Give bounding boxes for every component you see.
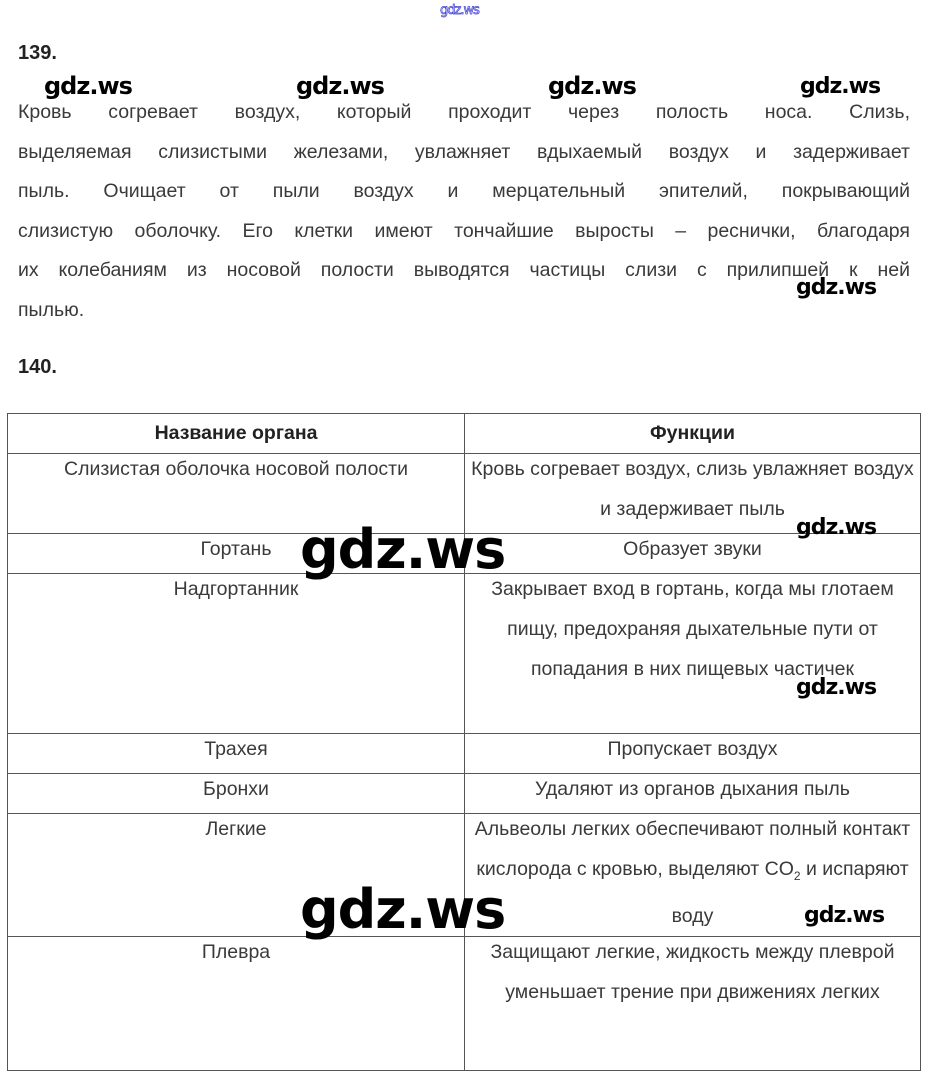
organ-cell: Надгортанник	[8, 574, 465, 734]
organ-cell: Плевра	[8, 936, 465, 1070]
function-text: Удаляют из органов дыхания пыль	[535, 778, 850, 800]
organ-cell: Слизистая оболочка носовой полости	[8, 454, 465, 534]
paragraph-line: пыль. Очищает от пыли воздух и мерцательный эпителий, покрывающий	[18, 180, 910, 203]
function-text-part: Альвеолы легких обеспечивают полный контакт кислорода с кровью, выделяют CO	[474, 818, 911, 880]
organ-cell: Гортань	[8, 534, 465, 574]
watermark: gdz.ws	[300, 878, 506, 941]
paragraph-line: их колебаниям из носовой полости выводятся частицы слизи с прилипшей к ней	[18, 259, 910, 282]
paragraph-line: пылью.	[18, 298, 85, 321]
table-row	[8, 936, 921, 1070]
function-text: Защищают легкие, жидкость между плеврой уменьшает трение при движениях легких	[490, 940, 895, 1003]
function-text: Закрывает вход в гортань, когда мы глотаем пищу, предохраняя дыхательные пути от попадания в них пищевых частичек	[491, 578, 894, 680]
header-watermark: gdz.ws	[440, 3, 479, 18]
watermark: gdz.ws	[548, 72, 636, 100]
function-cell	[465, 734, 921, 774]
function-text: Пропускает воздух	[607, 738, 778, 760]
paragraph-line: выделяемая слизистыми железами, увлажняет вдыхаемый воздух и задерживает	[18, 140, 910, 163]
table-row	[8, 734, 921, 774]
paragraph-line: слизистую оболочку. Его клетки имеют тончайшие выросты – реснички, благодаря	[18, 219, 910, 242]
task-139-answer	[18, 96, 910, 334]
organ-cell: Легкие	[8, 814, 465, 937]
watermark: gdz.ws	[796, 275, 877, 300]
table-row	[8, 574, 921, 734]
watermark: gdz.ws	[796, 515, 877, 540]
table-row	[8, 774, 921, 814]
organ-cell: Трахея	[8, 734, 465, 774]
function-text: Образует звуки	[623, 538, 762, 560]
organ-cell: Бронхи	[8, 774, 465, 814]
header-function: Функции	[465, 414, 921, 454]
function-text: Кровь согревает воздух, слизь увлажняет воздух и задерживает пыль	[471, 458, 914, 520]
table-header-row	[8, 414, 921, 454]
watermark: gdz.ws	[44, 72, 132, 100]
task-139-number: 139.	[18, 42, 57, 64]
watermark: gdz.ws	[796, 675, 877, 700]
paragraph-line: Кровь согревает воздух, который проходит через полость носа. Слизь,	[18, 101, 910, 123]
function-text-part: и испаряют воду	[671, 858, 909, 927]
function-cell	[465, 936, 921, 1070]
watermark: gdz.ws	[800, 74, 881, 99]
watermark: gdz.ws	[300, 518, 506, 581]
subscript: 2	[793, 868, 801, 883]
function-cell	[465, 574, 921, 734]
function-cell	[465, 774, 921, 814]
task-140-number: 140.	[18, 356, 57, 378]
watermark: gdz.ws	[804, 903, 885, 928]
organs-table	[7, 413, 921, 1071]
header-organ: Название органа	[8, 414, 465, 454]
watermark: gdz.ws	[296, 72, 384, 100]
